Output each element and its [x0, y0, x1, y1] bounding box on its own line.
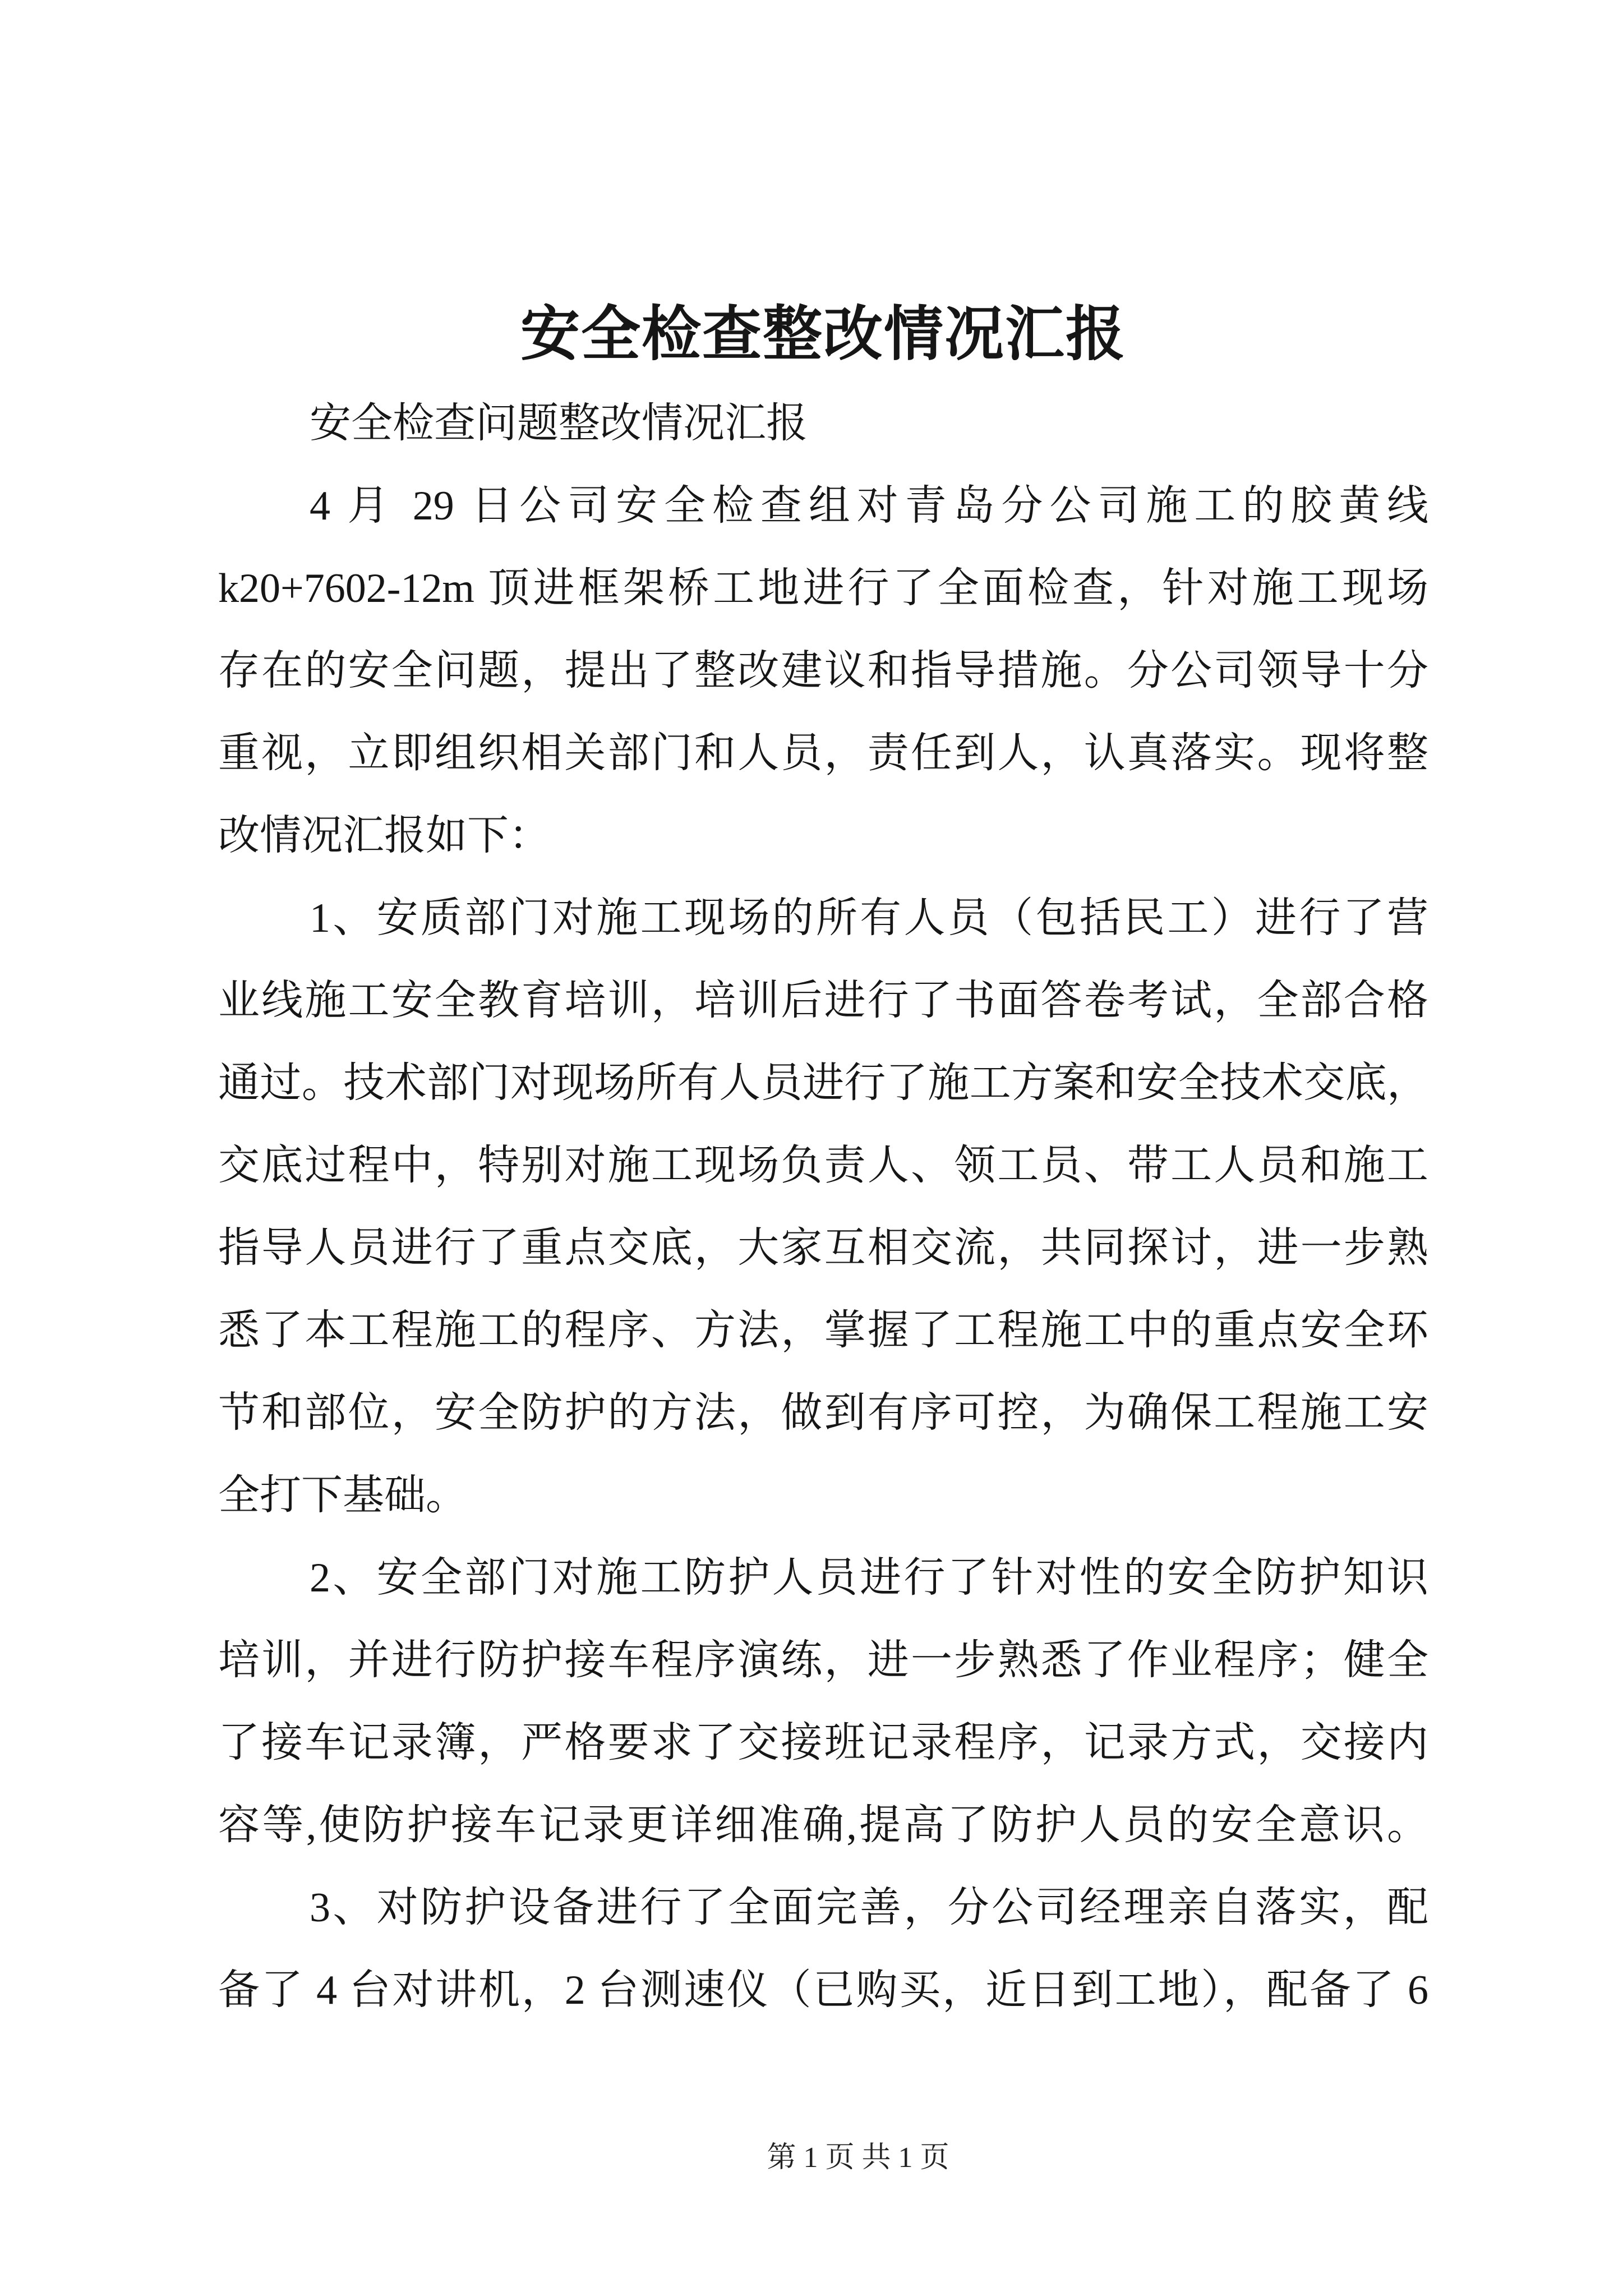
paragraph-line: 指导人员进行了重点交底，大家互相交流，共同探讨，进一步熟 — [218, 1225, 1428, 1271]
paragraph-line: 2、安全部门对施工防护人员进行了针对性的安全防护知识 — [310, 1555, 1428, 1601]
document-subtitle: 安全检查问题整改情况汇报 — [310, 401, 808, 447]
paragraph-line: 通过。技术部门对现场所有人员进行了施工方案和安全技术交底， — [218, 1060, 1428, 1106]
paragraph-line: 业线施工安全教育培训，培训后进行了书面答卷考试，全部合格 — [218, 978, 1428, 1024]
paragraph-line: 了接车记录簿，严格要求了交接班记录程序，记录方式，交接内 — [218, 1720, 1428, 1766]
paragraph-item-1 — [218, 877, 1428, 1537]
paragraph-line: 3、对防护设备进行了全面完善，分公司经理亲自落实，配 — [310, 1885, 1428, 1931]
paragraph-intro — [218, 465, 1428, 877]
paragraph-line: 培训，并进行防护接车程序演练，进一步熟悉了作业程序；健全 — [218, 1637, 1428, 1683]
paragraph-item-3 — [218, 1867, 1428, 2032]
paragraph-line: 备了 4 台对讲机，2 台测速仪（已购买，近日到工地），配备了 6 — [218, 1967, 1428, 2013]
paragraph-line: 1、安质部门对施工现场的所有人员（包括民工）进行了营 — [310, 895, 1428, 941]
paragraph-line: 悉了本工程施工的程序、方法，掌握了工程施工中的重点安全环 — [218, 1308, 1428, 1354]
paragraph-line: 节和部位，安全防护的方法，做到有序可控，为确保工程施工安 — [218, 1390, 1428, 1436]
paragraph-line: 交底过程中，特别对施工现场负责人、领工员、带工人员和施工 — [218, 1143, 1428, 1189]
paragraph-item-2 — [218, 1537, 1428, 1867]
paragraph-line: 存在的安全问题，提出了整改建议和指导措施。分公司领导十分 — [218, 648, 1428, 694]
paragraph-line: 4 月 29 日公司安全检查组对青岛分公司施工的胶黄线 — [310, 483, 1428, 529]
document-body — [218, 383, 1428, 2032]
paragraph-line: 容等,使防护接车记录更详细准确,提高了防护人员的安全意识。 — [218, 1802, 1428, 1848]
paragraph-line: k20+7602-12m 顶进框架桥工地进行了全面检查，针对施工现场 — [218, 565, 1428, 611]
paragraph-line: 改情况汇报如下： — [218, 813, 550, 859]
document-title: 安全检查整改情况汇报 — [520, 302, 1126, 367]
paragraph-line: 全打下基础。 — [218, 1473, 467, 1519]
page-number-footer: 第 1 页 共 1 页 — [767, 2142, 949, 2174]
paragraph-line: 重视，立即组织相关部门和人员，责任到人，认真落实。现将整 — [218, 730, 1428, 776]
